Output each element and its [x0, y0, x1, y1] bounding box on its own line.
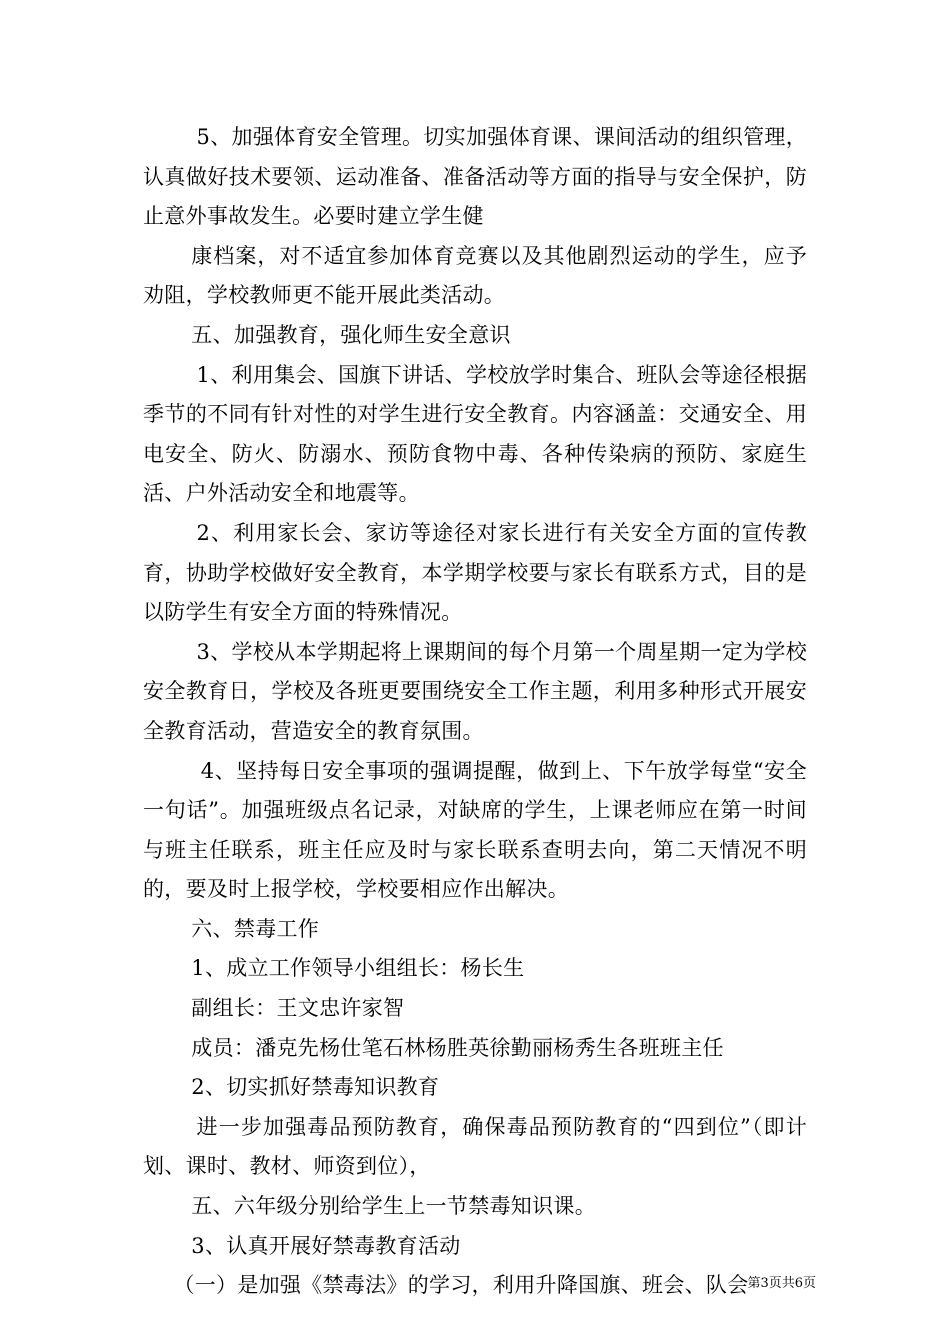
page-number: 第3页共6页: [747, 1276, 816, 1291]
heading-section-five: 五、加强教育，强化师生安全意识: [191, 322, 511, 347]
paragraph-grade-classes: 五、六年级分别给学生上一节禁毒知识课。: [191, 1194, 596, 1219]
paragraph-health-records: 康档案，对不适宜参加体育竞赛以及其他剧烈运动的学生，应予劝阻，学校教师更不能开展此类活动。: [143, 243, 807, 308]
document-body: [143, 118, 807, 1306]
heading-item-2-drug-education: 2、切实抓好禁毒知识教育: [191, 1075, 440, 1100]
heading-item-3-activities: 3、认真开展好禁毒教育活动: [191, 1233, 461, 1258]
paragraph-item-4-daily-reminder: 4、坚持每日安全事项的强调提醒，做到上、下午放学每堂“安全一句话”。加强班级点名记录，对缺席的学生，上课老师应在第一时间与班主任联系，班主任应及时与家长联系查明去向，第二天情况不明的，要及时上报学校，学校要相应作出解决。: [143, 758, 807, 902]
paragraph-leader: 1、成立工作领导小组组长：杨长生: [191, 956, 525, 981]
paragraph-item-3-safety-day: 3、学校从本学期起将上课期间的每个月第一个周星期一定为学校安全教育日，学校及各班更要围绕安全工作主题，利用多种形式开展安全教育活动，营造安全的教育氛围。: [143, 639, 807, 743]
paragraph-item-2-parents: 2、利用家长会、家访等途径对家长进行有关安全方面的宣传教育，协助学校做好安全教育，本学期学校要与家长有联系方式，目的是以防学生有安全方面的特殊情况。: [143, 520, 807, 625]
paragraph-item-1-education: 1、利用集会、国旗下讲话、学校放学时集合、班队会等途径根据季节的不同有针对性的对学生进行安全教育。内容涵盖：交通安全、用电安全、防火、防溺水、预防食物中毒、各种传染病的预防、家庭生活、户外活动安全和地震等。: [143, 362, 807, 506]
paragraph-sports-safety: 5、加强体育安全管理。切实加强体育课、课间活动的组织管理，认真做好技术要领、运动准备、准备活动等方面的指导与安全保护，防止意外事故发生。必要时建立学生健: [143, 125, 807, 229]
heading-section-six: 六、禁毒工作: [191, 916, 320, 941]
paragraph-members: 成员：潘克先杨仕笔石林杨胜英徐勤丽杨秀生各班班主任: [191, 1035, 724, 1060]
paragraph-law-study: （一）是加强《禁毒法》的学习，利用升降国旗、班会、队会: [173, 1273, 749, 1298]
paragraph-deputy-leader: 副组长：王文忠许家智: [191, 996, 405, 1021]
paragraph-drug-prevention: 进一步加强毒品预防教育，确保毒品预防教育的“四到位”（即计划、课时、教材、师资到位），: [143, 1114, 807, 1179]
